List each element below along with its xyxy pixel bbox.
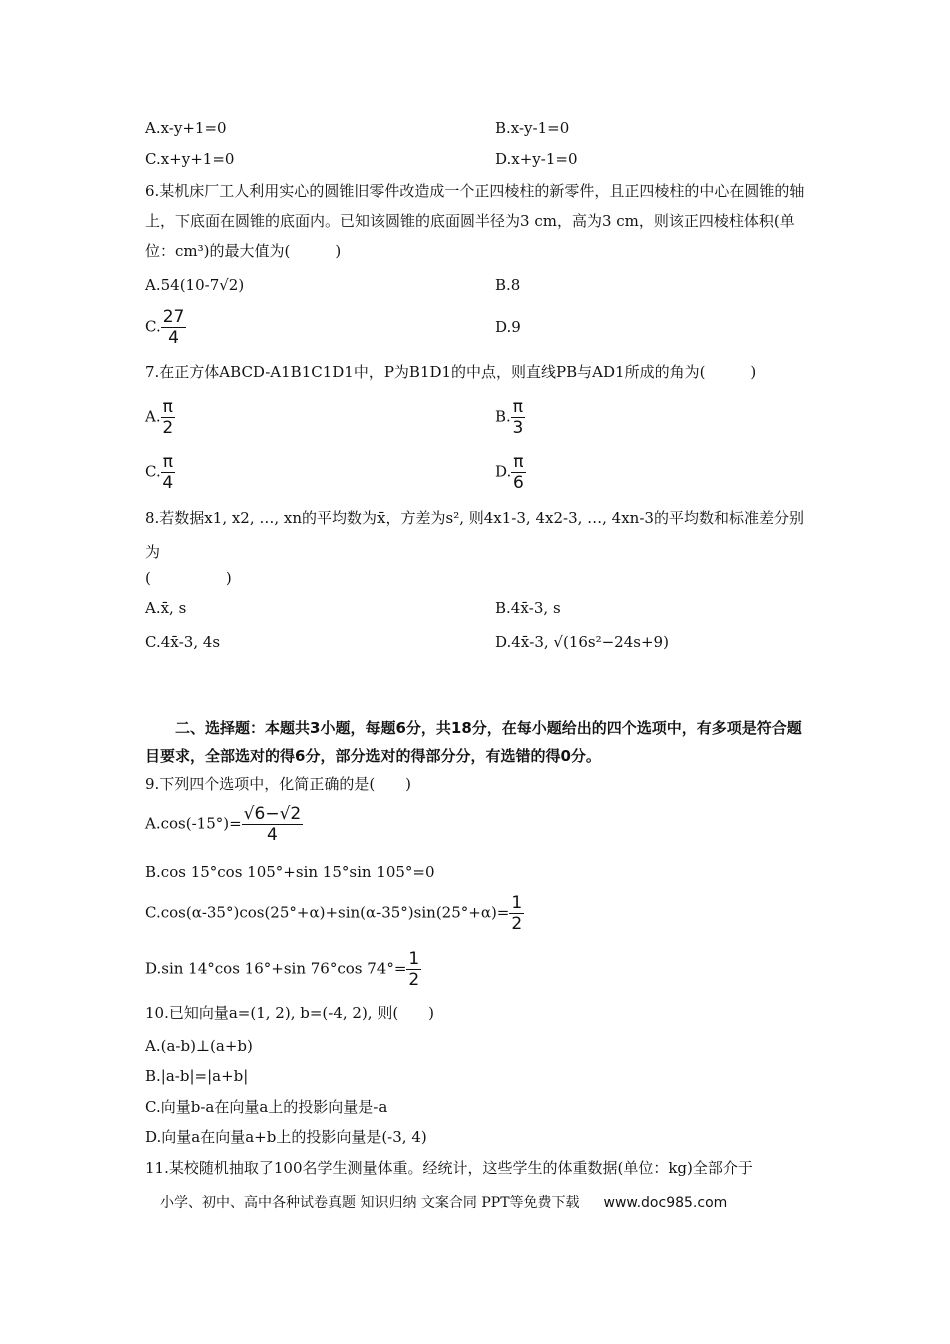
q5-option-d: D.x+y-1=0	[495, 150, 578, 168]
q7-option-b-fraction: $\frac{\pi}{3}$	[512, 397, 524, 438]
q8-option-a: A.x̄, s	[145, 599, 187, 617]
q9-option-c: C.cos(α-35°)cos(25°+α)+sin(α-35°)sin(25°+α)= $\frac{1}{2}$	[145, 893, 523, 934]
footer-text: 小学、初中、高中各种试卷真题 知识归纳 文案合同 PPT等免费下载	[160, 1195, 580, 1211]
q10-option-a: A.(a-b)⊥(a+b)	[145, 1037, 253, 1055]
q8-option-b: B.4x̄-3, s	[495, 599, 561, 617]
q10-option-d: D.向量a在向量a+b上的投影向量是(-3, 4)	[145, 1128, 427, 1146]
q7-option-c-fraction: $\frac{\pi}{4}$	[162, 452, 174, 493]
q8-option-d: D.4x̄-3, √(16s²−24s+9)	[495, 633, 669, 651]
q7-option-d-fraction: $\frac{\pi}{6}$	[512, 452, 524, 493]
q9-option-a-fraction: $\frac{√6-√2}{4}$	[243, 804, 302, 845]
q5-option-b: B.x-y-1=0	[495, 119, 570, 137]
q6-option-c	[145, 307, 186, 348]
q9-option-d-fraction: $\frac{1}{2}$	[408, 949, 420, 990]
page-footer	[160, 1192, 727, 1212]
q7-option-a: A. $\frac{\pi}{2}$	[145, 397, 174, 438]
q9-option-d: D.sin 14°cos 16°+sin 76°cos 74°= $\frac{1}{2}$	[145, 949, 420, 990]
q10-stem: 10.已知向量a=(1, 2), b=(-4, 2), 则( )	[145, 1004, 435, 1022]
q9-option-a: A.cos(-15°)= $\frac{√6-√2}{4}$	[145, 804, 302, 845]
q6-option-b: B.8	[495, 276, 521, 294]
q8-option-c: C.4x̄-3, 4s	[145, 633, 221, 651]
q7-stem: 7.在正方体ABCD-A1B1C1D1中，P为B1D1的中点，则直线PB与AD1所成的角为( )	[145, 363, 757, 381]
q9-stem: 9.下列四个选项中，化简正确的是( )	[145, 775, 412, 793]
q6-option-c-fraction: $\frac{27}{4}$	[162, 307, 185, 348]
q7-option-a-fraction: $\frac{\pi}{2}$	[162, 397, 174, 438]
q6-option-d: D.9	[495, 318, 521, 336]
section-2-instructions: 二、选择题：本题共3小题，每题6分，共18分，在每小题给出的四个选项中，有多项是符合题目要求，全部选对的得6分，部分选对的得部分分，有选错的得0分。	[145, 719, 802, 765]
q8-paren: ( )	[145, 569, 232, 587]
q7-option-b: B. $\frac{\pi}{3}$	[495, 397, 524, 438]
q6-option-a: A.54(10-7√2)	[145, 276, 245, 294]
q10-option-b: B.|a-b|=|a+b|	[145, 1067, 249, 1085]
q6-stem: 6.某机床厂工人利用实心的圆锥旧零件改造成一个正四棱柱的新零件，且正四棱柱的中心在圆锥的轴上，下底面在圆锥的底面内。已知该圆锥的底面圆半径为3 cm，高为3 cm，则该正四棱柱体积(单位：cm³)的最大值为( )	[145, 182, 805, 260]
q9-option-b: B.cos 15°cos 105°+sin 15°sin 105°=0	[145, 863, 435, 881]
q5-option-c: C.x+y+1=0	[145, 150, 235, 168]
q6-option-c-label: C.	[145, 317, 161, 336]
q5-option-a: A.x-y+1=0	[145, 119, 227, 137]
q10-option-c: C.向量b-a在向量a上的投影向量是-a	[145, 1098, 388, 1116]
q11-stem: 11.某校随机抽取了100名学生测量体重。经统计，这些学生的体重数据(单位：kg)全部介于	[145, 1159, 753, 1177]
footer-url[interactable]: www.doc985.com	[603, 1195, 728, 1211]
q9-option-c-fraction: $\frac{1}{2}$	[511, 893, 523, 934]
q7-option-c: C. $\frac{\pi}{4}$	[145, 452, 174, 493]
q7-option-d: D. $\frac{\pi}{6}$	[495, 452, 524, 493]
q8-stem: 8.若数据x1, x2, …, xn的平均数为x̄，方差为s², 则4x1-3, 4x2-3, …, 4xn-3的平均数和标准差分别为	[145, 509, 804, 561]
